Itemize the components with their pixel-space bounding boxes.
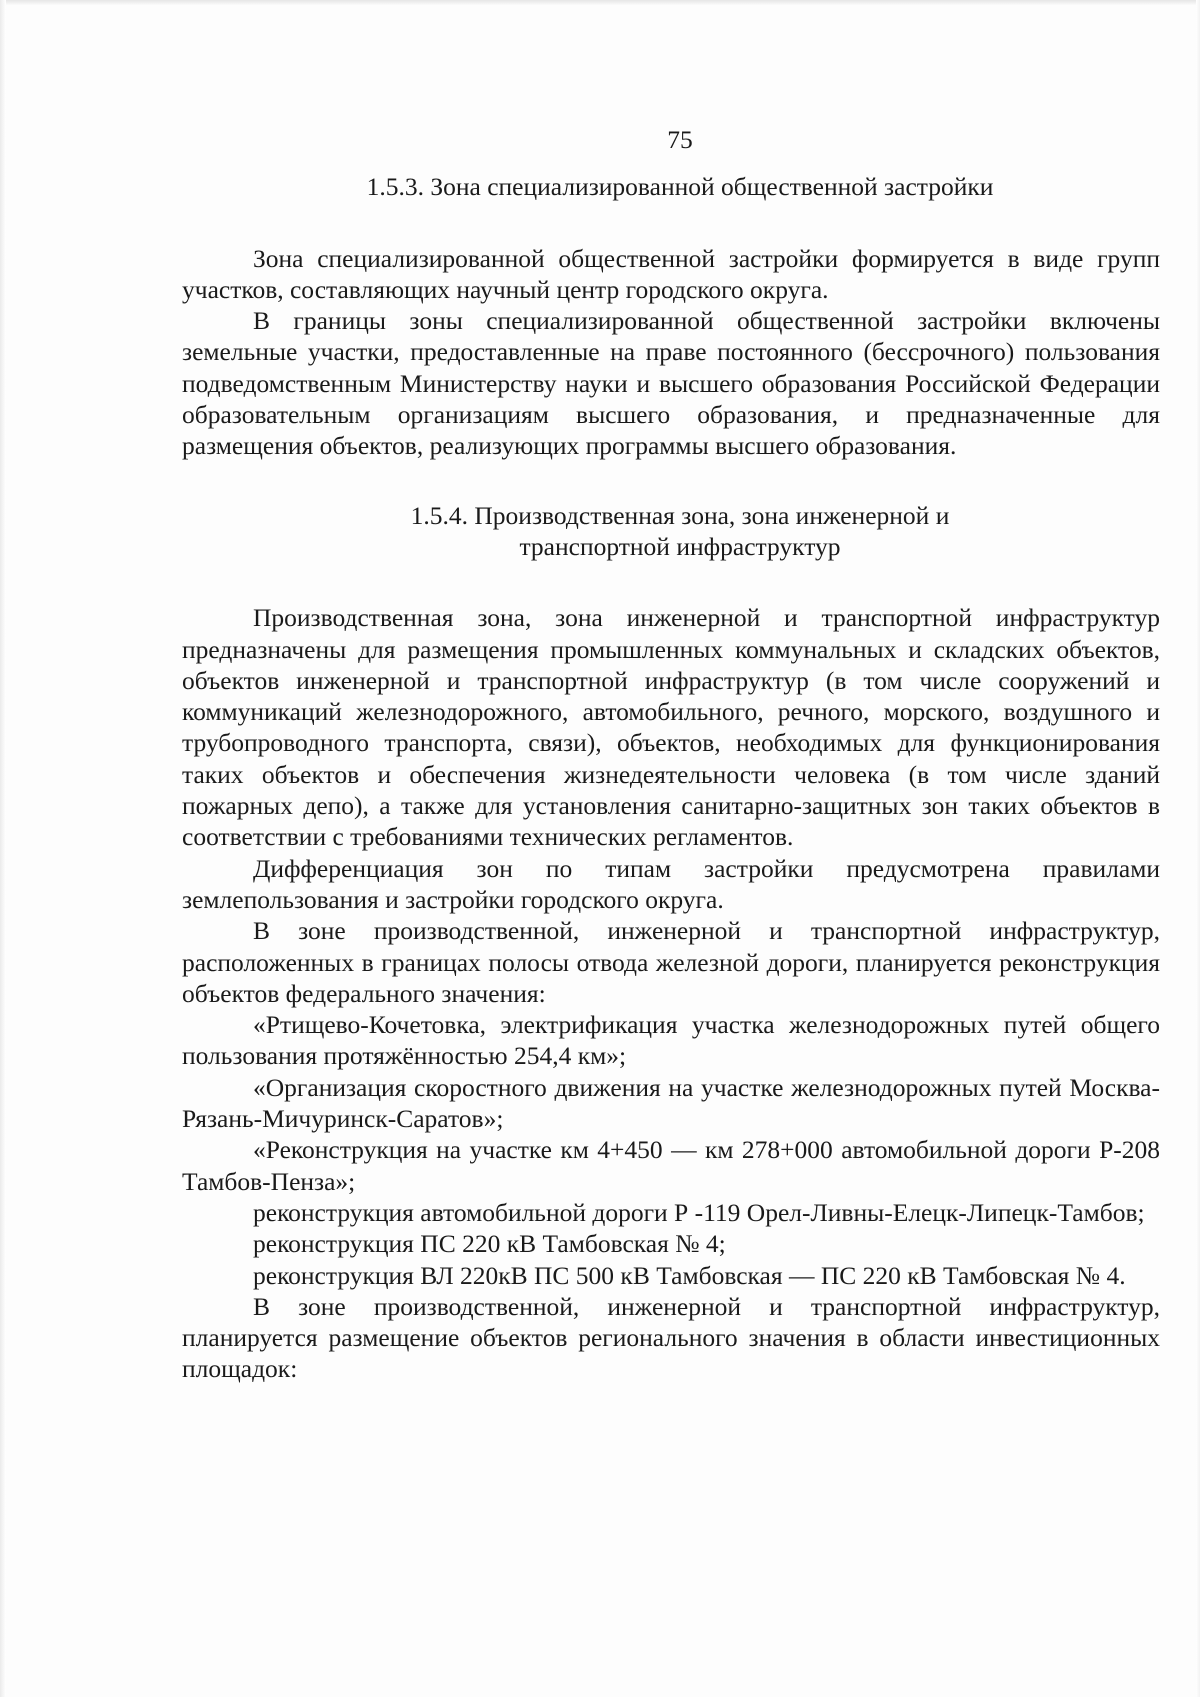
page-content	[182, 124, 1160, 1385]
page-number: 75	[667, 125, 693, 154]
heading-line: 1.5.3. Зона специализированной общественной застройки	[366, 172, 994, 202]
list-item-paragraph: реконструкция автомобильной дороги Р -119 Орел-Ливны-Елецк-Липецк-Тамбов;	[253, 1197, 1145, 1227]
section-heading-1-5-4	[182, 500, 1160, 563]
paragraph: В зоне производственной, инженерной и транспортной инфраструктур, расположенных в границах полосы отвода железной дороги, планируется реконструкция объектов федерального значения:	[182, 916, 1160, 1008]
heading-line: транспортной инфраструктур	[519, 531, 841, 561]
paragraph: Дифференциация зон по типам застройки предусмотрена правилами землепользования и застройки городского округа.	[182, 853, 1160, 914]
paragraph: В границы зоны специализированной общественной застройки включены земельные участки, предоставленные на праве постоянного (бессрочного) пользования подведомственным Министерству науки и высшего образования Российской Федерации образовательным организациям высшего образования, и предназначенные для размещения объектов, реализующих программы высшего образования.	[182, 306, 1160, 461]
heading-line: 1.5.4. Производственная зона, зона инженерной и	[410, 500, 950, 530]
list-item-paragraph: реконструкция ПС 220 кВ Тамбовская № 4;	[253, 1229, 726, 1259]
paragraph: Зона специализированной общественной застройки формируется в виде групп участков, составляющих научный центр городского округа.	[182, 243, 1160, 304]
list-item-paragraph: «Реконструкция на участке км 4+450 — км 278+000 автомобильной дороги Р-208 Тамбов-Пенза»;	[182, 1135, 1160, 1196]
scan-edge-left	[0, 0, 6, 1697]
paragraph: В зоне производственной, инженерной и транспортной инфраструктур, планируется размещение объектов регионального значения в области инвестиционных площадок:	[182, 1291, 1160, 1384]
scan-edge-right	[1196, 0, 1200, 1697]
paragraph: Производственная зона, зона инженерной и транспортной инфраструктур предназначены для размещения промышленных коммунальных и складских объектов, объектов инженерной и транспортной инфраструктур (в том числе сооружений и коммуникаций железнодорожного, автомобильного, речного, морского, воздушного и трубопроводного транспорта, связи), объектов, необходимых для функционирования таких объектов и обеспечения жизнедеятельности человека (в том числе зданий пожарных депо), а также для установления санитарно-защитных зон таких объектов в соответствии с требованиями технических регламентов.	[182, 603, 1160, 852]
list-item-paragraph: «Ртищево-Кочетовка, электрификация участка железнодорожных путей общего пользования протяжённостью 254,4 км»;	[182, 1010, 1160, 1071]
scan-edge-top	[0, 0, 1200, 6]
list-item-paragraph: реконструкция ВЛ 220кВ ПС 500 кВ Тамбовская — ПС 220 кВ Тамбовская № 4.	[253, 1260, 1126, 1290]
section-heading-1-5-3	[182, 171, 1160, 202]
list-item-paragraph: «Организация скоростного движения на участке железнодорожных путей Москва-Рязань-Мичуринск-Саратов»;	[182, 1072, 1160, 1134]
